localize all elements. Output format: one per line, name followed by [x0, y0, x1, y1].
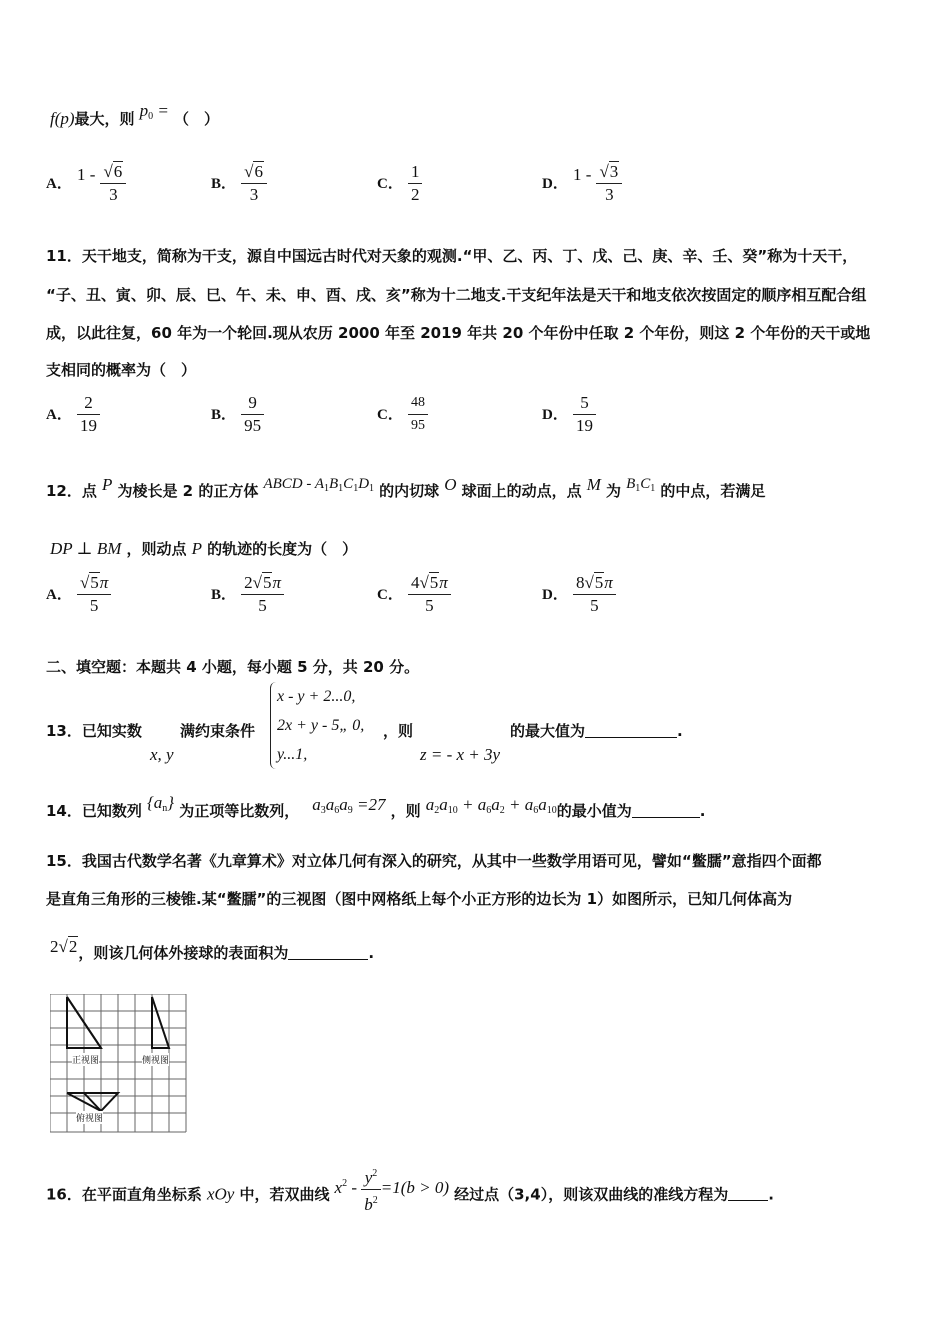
fraction: $\frac{8√5\pi}{5}$: [573, 573, 616, 616]
q16-line: 16．在平面直角坐标系 xOy 中，若双曲线 $x^2$ - $\frac{y^2}{b^2}$ =1(b > 0) 经过点（3,4），则该双曲线的准线方程为 .: [46, 1170, 774, 1221]
q11-line2: “子、丑、寅、卯、辰、巳、午、未、申、酉、戌、亥”称为十二地支.干支纪年法是天干和地支依次按固定的顺序相互配合组: [46, 286, 867, 304]
fraction: $\frac{2√5\pi}{5}$: [241, 573, 284, 616]
q10-text: 最大，则: [74, 110, 135, 128]
q10-option-c: [377, 162, 422, 205]
q12-option-d: D． $\frac{8√5\pi}{5}$: [542, 573, 616, 616]
q11-line1: 11．天干地支，简称为干支，源自中国远古时代对天象的观测.“甲、乙、丙、丁、戊、己、庚、辛、壬、癸”称为十天干，: [46, 247, 858, 265]
q11-line4: 支相同的概率为（ ）: [46, 361, 197, 379]
an-braces: $\{a_n\}$: [146, 793, 175, 814]
q13-t1: 13．已知实数: [46, 722, 142, 740]
q13-vars: x, y: [150, 745, 174, 764]
three-view-figure: [50, 994, 190, 1134]
q14-line: 14．已知数列 $\{a_n\}$ 为正项等比数列， $a_3a_6a_9 =27$ ，则 $a_2a_{10} + a_6a_2 + a_6a_{10}$的最小值为 .: [46, 793, 706, 820]
front-view-label: 正视图: [72, 1053, 99, 1066]
option-label: B．: [211, 176, 237, 192]
cube-name: ABCD - $A_1B_1C_1D_1$: [263, 476, 375, 494]
q15-line2: 是直角三角形的三棱锥.某“鳖臑”的三视图（图中网格纸上每个小正方形的边长为 1）如图所示，已知几何体高为: [46, 890, 793, 908]
q13-t3: ，则: [383, 722, 414, 740]
fraction: $\frac{48}{95}$: [408, 393, 428, 436]
section-title: 二、填空题：本题共 4 小题，每小题 5 分，共 20 分。: [46, 658, 420, 676]
fraction: $\frac{√5\pi}{5}$: [77, 573, 111, 616]
q11-line3: 成，以此往复，60 年为一个轮回.现从农历 2000 年至 2019 年共 20 个年份中任取 2 个年份，则这 2 个年份的天干或地: [46, 324, 871, 342]
q10-tail: [50, 101, 219, 130]
q11-option-b: B． $\frac{9}{95}$: [211, 393, 264, 436]
fraction: $\frac{1}{2}$: [408, 162, 423, 205]
q14-expr: $a_2a_{10} + a_6a_2 + a_6a_{10}$: [425, 795, 557, 816]
q11-option-c: C． $\frac{48}{95}$: [377, 393, 428, 436]
q13-answer: 的最大值为 .: [510, 722, 683, 740]
hyperbola-eq: $x^2$ - $\frac{y^2}{b^2}$ =1(b > 0): [335, 1178, 449, 1197]
fraction: $\frac{√3}{3}$: [596, 162, 622, 205]
fraction: $\frac{4√5\pi}{5}$: [408, 573, 451, 616]
option-label: A．: [46, 176, 72, 192]
q10-p0: $p_0$ =: [139, 101, 169, 122]
q10-option-b: [211, 162, 267, 205]
q11-option-d: D． $\frac{5}{19}$: [542, 393, 596, 436]
q12-option-c: C． $\frac{4√5\pi}{5}$: [377, 573, 451, 616]
b1c1: $B_1C_1$: [626, 476, 656, 494]
side-view-label: 侧视图: [142, 1053, 169, 1066]
q11-option-a: A． $\frac{2}{19}$: [46, 393, 100, 436]
q13-constraints: x - y + 2...0, 2x + y - 5„ 0, y...1,: [270, 682, 364, 769]
answer-blank[interactable]: [632, 803, 700, 818]
fraction: $\frac{2}{19}$: [77, 393, 100, 436]
q15-line1: 15．我国古代数学名著《九章算术》对立体几何有深入的研究，从其中一些数学用语可见，譬如“鳖臑”意指四个面都: [46, 852, 822, 870]
answer-blank[interactable]: [288, 945, 368, 960]
fraction: $\frac{√6}{3}$: [100, 162, 126, 205]
q13-z: z = - x + 3y: [420, 745, 501, 764]
option-label: D．: [542, 176, 568, 192]
q15-height: 2√2: [50, 937, 78, 956]
q10-paren: （ ）: [173, 110, 219, 128]
q10-fp: f(p): [50, 109, 75, 128]
fraction: $\frac{9}{95}$: [241, 393, 264, 436]
q12-line2: DP ⊥ BM ，则动点 P 的轨迹的长度为（ ）: [50, 539, 358, 558]
q12-option-b: B． $\frac{2√5\pi}{5}$: [211, 573, 284, 616]
top-view-label: 俯视图: [76, 1111, 103, 1124]
q12-line1: 12．点 P 为棱长是 2 的正方体 ABCD - $A_1B_1C_1D_1$ 的内切球 O 球面上的动点，点 M 为 $B_1C_1$ 的中点，若满足: [46, 475, 766, 500]
answer-blank[interactable]: [585, 723, 677, 738]
q15-line3: 2√2，则该几何体外接球的表面积为 .: [50, 937, 375, 962]
option-label: C．: [377, 176, 403, 192]
q12-option-a: A． $\frac{√5\pi}{5}$: [46, 573, 111, 616]
q13-t2: 满约束条件: [180, 722, 256, 740]
answer-blank[interactable]: [728, 1186, 768, 1201]
q10-option-d: D． 1 - $\frac{√3}{3}$: [542, 162, 622, 205]
q10-option-a: A． 1 - $\frac{√6}{3}$: [46, 162, 126, 205]
q14-cond: $a_3a_6a_9 =27$: [312, 795, 386, 816]
fraction: $\frac{√6}{3}$: [241, 162, 267, 205]
fraction: $\frac{5}{19}$: [573, 393, 596, 436]
